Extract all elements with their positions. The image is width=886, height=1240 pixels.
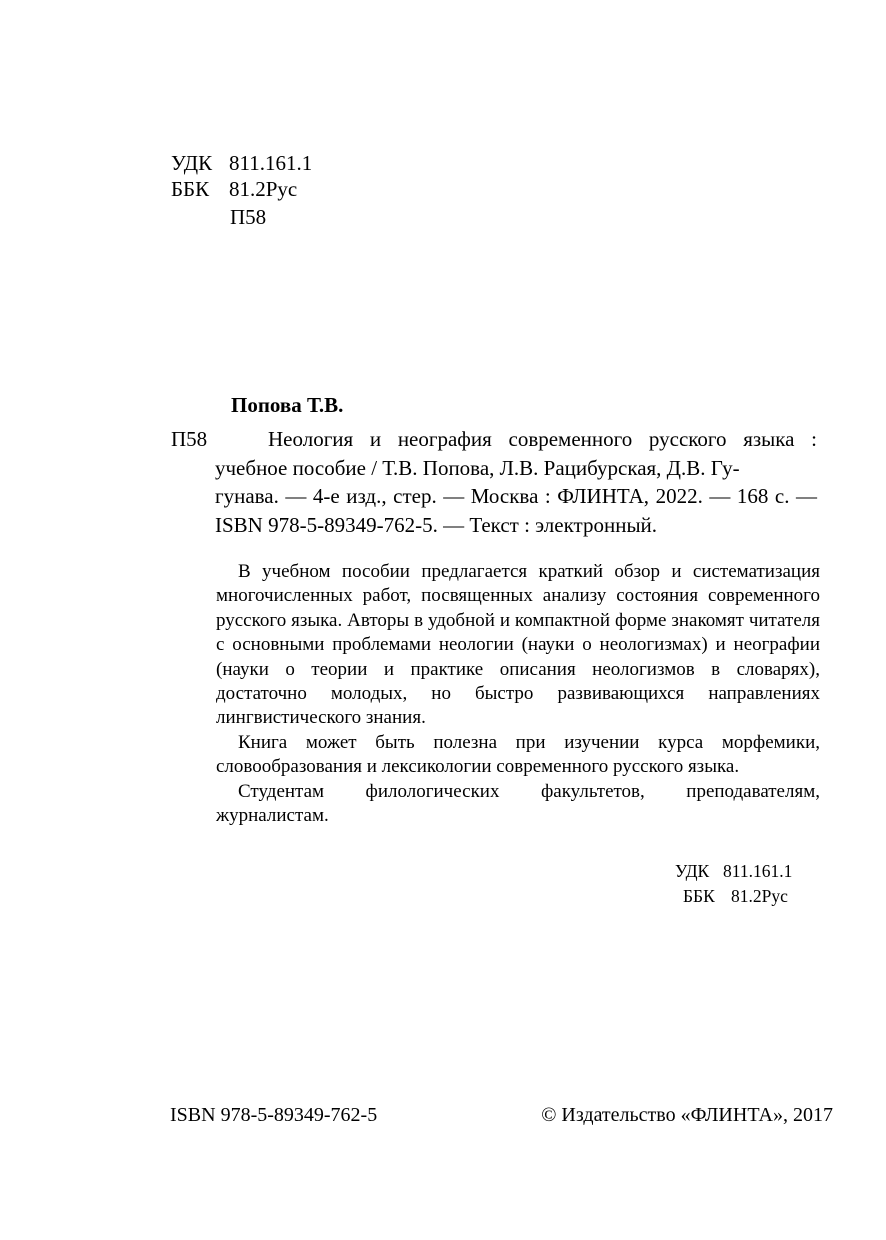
- annotation-paragraph: В учебном пособии предлагается краткий обзор и систематизация многочисленных работ, посвященных анализу состояния современного русского языка. Авторы в удобной и компактной форме знакомят читателя с основными проблемами неологии (науки о неологизмах) и неографии (науки о теории и практике описания неологизмов в словарях), достаточно молодых, но быстро развивающихся направлениях лингвистического знания.: [216, 561, 820, 729]
- bbk-label: ББК: [683, 886, 715, 906]
- bbk-label: ББК: [171, 177, 210, 201]
- record-description-part-2: гунава. — 4-е изд., стер. — Москва : ФЛИНТА, 2022. — 168 с. — ISBN 978-5-89349-762-5. — Текст : электронный.: [215, 484, 817, 537]
- udk-value: 811.161.1: [723, 861, 793, 881]
- footer-isbn: ISBN 978-5-89349-762-5: [170, 1104, 378, 1126]
- annotation-paragraph: Книга может быть полезна при изучении курса морфемики, словообразования и лексикологии современного русского языка.: [216, 731, 820, 778]
- udk-value: 811.161.1: [229, 151, 313, 175]
- record-author: Попова Т.В.: [231, 393, 344, 417]
- udk-label: УДК: [171, 151, 213, 175]
- udk-label: УДК: [675, 861, 710, 881]
- record-author-mark: П58: [171, 427, 208, 451]
- bbk-value: 81.2Рус: [229, 177, 298, 201]
- record-description: Неология и неография современного русского языка : учебное пособие / Т.В. Попова, Л.В. Рацибурская, Д.В. Гу- гунава. — 4-е изд., стер. — Москва : ФЛИНТА, 2022. — 168 с. — ISBN 978-5-89349-762-5. — Текст : электронный.: [215, 427, 817, 537]
- bottom-udk-line: [675, 858, 792, 885]
- top-udk-line: [171, 150, 312, 177]
- annotation-paragraph: Студентам филологических факультетов, преподавателям, журналистам.: [216, 780, 820, 827]
- top-author-mark: П58: [230, 205, 267, 229]
- footer-copyright: © Издательство «ФЛИНТА», 2017: [541, 1104, 833, 1126]
- bottom-bbk-line: [683, 883, 788, 910]
- top-bbk-line: [171, 176, 297, 203]
- bbk-value: 81.2Рус: [731, 886, 788, 906]
- record-description-part-1: Неология и неография современного русского языка : учебное пособие / Т.В. Попова, Л.В. Рацибурская, Д.В. Гу: [215, 427, 817, 480]
- annotation: [216, 560, 820, 828]
